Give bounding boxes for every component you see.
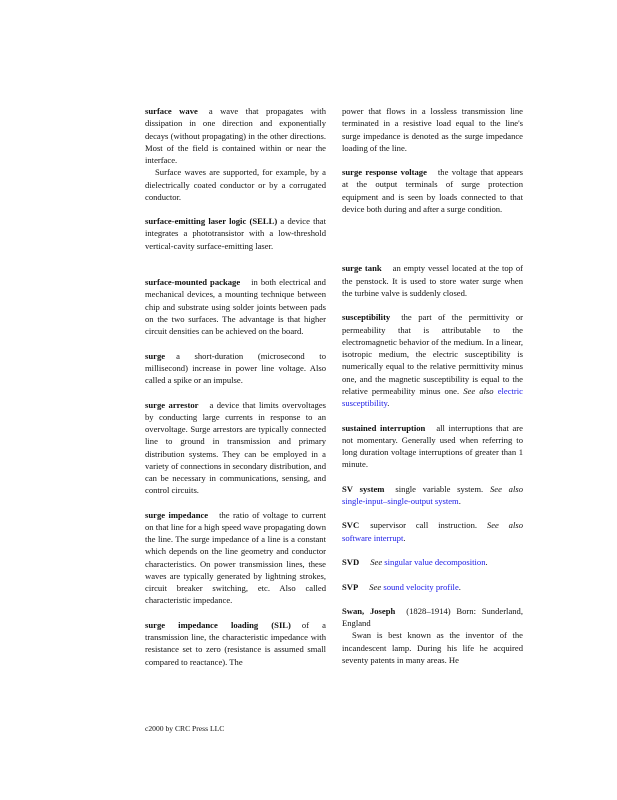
entry-definition: of a transmission line, the characteristic impedance with resistance set to zero (resistance is assumed small compared to reactance). The (145, 619, 326, 667)
entry-body (342, 605, 523, 630)
entry-term: SVD (342, 557, 360, 568)
xref-link-software-interrupt[interactable]: software interrupt (342, 532, 404, 543)
xref-link-electric-susceptibility[interactable]: electric susceptibility (342, 385, 523, 409)
entry-body (145, 509, 326, 607)
entry-body (145, 276, 326, 337)
entry-surge-response-voltage (342, 166, 523, 215)
entry-definition: all interruptions that are not momentary. Generally used when referring to long duration voltage interruptions of greater than 1 minute. (342, 422, 523, 470)
entry-surge (145, 350, 326, 387)
entry-definition: single variable system. (395, 483, 484, 494)
entry-term: SVP (342, 581, 359, 592)
see-also-label: See also (489, 483, 523, 494)
entry-svd (342, 556, 523, 568)
entry-body (342, 422, 523, 471)
entry-term: surge (145, 350, 166, 361)
entry-body (145, 215, 326, 252)
entry-definition: a short-duration (microsecond to millisecond) increase in power line voltage. Also called a spike or an impulse. (145, 350, 326, 386)
entry-sil (145, 619, 326, 668)
xref-link-sound-velocity-profile[interactable]: sound velocity profile (383, 581, 459, 592)
entry-definition: an empty vessel located at the top of the penstock. It is used to store water surge when the turbine valve is suddenly closed. (342, 263, 523, 298)
left-column (145, 105, 326, 680)
entry-body (145, 105, 326, 166)
xref-link-singular-value-decomposition[interactable]: singular value decomposition (384, 557, 486, 568)
entry-surge-tank (342, 262, 523, 299)
entry-svp (342, 581, 523, 593)
entry-susceptibility (342, 311, 523, 409)
entry-term: surface-emitting laser logic (SELL) (145, 216, 278, 227)
entry-paragraph: Surface waves are supported, for example, by a dielectrically coated conductor or by a corrugated conductor. (145, 167, 326, 202)
entry-definition: supervisor call instruction. (370, 520, 478, 531)
entry-period: . (458, 581, 461, 592)
see-label: See (370, 557, 383, 568)
see-label: See (369, 581, 382, 592)
entry-body (145, 619, 326, 668)
entry-term: surface-mounted package (145, 277, 241, 288)
entry-period: . (387, 398, 390, 409)
entry-definition: the part of the permittivity or permeability that is attributable to the electromagnetic behavior of the medium. In a linear, isotropic medium, the electric susceptibility is numerically equal to the relative permittivity minus one, and the magnetic susceptibility is equal to the relative permeability minus one. (342, 312, 523, 396)
entry-definition: (1828–1914) Born: Sunderland, England (342, 605, 524, 629)
see-also-label: See also (486, 520, 523, 531)
entry-definition: a device that integrates a phototransistor with a low-threshold vertical-cavity surface-emitting laser. (145, 216, 326, 251)
entry-term: SVC (342, 520, 360, 531)
entry-definition: power that flows in a lossless transmission line terminated in a resistive load equal to the line's surge impedance is denoted as the surge impedance loading of the line. (342, 106, 523, 153)
entry-svc (342, 519, 523, 544)
entry-term: surge impedance (145, 509, 209, 520)
entry-term: SV system (342, 483, 385, 494)
entry-body (342, 581, 523, 593)
entry-definition: a wave that propagates with dissipation in one direction and exponentially decays (without propagating) in the other directions. Most of the field is contained within or near the interface. (145, 106, 326, 165)
entry-term: surge response voltage (342, 167, 427, 178)
entry-term: surge arrestor (145, 399, 199, 410)
entry-term: susceptibility (342, 312, 391, 323)
entry-surge-impedance (145, 509, 326, 607)
entry-period: . (485, 557, 488, 568)
entry-sil-continued (342, 105, 523, 154)
entry-body (145, 399, 326, 497)
copyright-footer: c2000 by CRC Press LLC (145, 724, 225, 733)
entry-definition: the voltage that appears at the output terminals of surge protection equipment and is seen by loads connected to that device both during and after a surge condition. (342, 167, 523, 214)
entry-body (342, 166, 523, 215)
entry-body (342, 519, 523, 544)
entry-body (342, 311, 523, 409)
entry-body (342, 262, 523, 299)
entry-term: surge impedance loading (SIL) (145, 619, 291, 630)
entry-surface-mounted-package (145, 276, 326, 337)
entry-term: surface wave (145, 106, 198, 116)
entry-term: surge tank (342, 263, 382, 274)
entry-period: . (403, 532, 406, 543)
entry-surge-arrestor (145, 399, 326, 497)
entry-sell (145, 215, 326, 252)
entry-definition: in both electrical and mechanical devices, a mounting technique between chip and substrate using solder joints between pads on the two surfaces. The advantage is that higher circuit densities can be achieved on the board. (145, 277, 326, 337)
entry-term: Swan, Joseph (342, 605, 396, 616)
entry-paragraph: Swan is best known as the inventor of the incandescent lamp. During his life he acquired seventy patents in many areas. He (342, 630, 523, 665)
entry-term: sustained interruption (342, 422, 426, 433)
entry-body (342, 556, 523, 568)
see-also-label: See also (463, 385, 494, 396)
entry-swan-joseph (342, 605, 523, 666)
entry-definition: the ratio of voltage to current on that line for a high speed wave propagating down the line. The surge impedance of a line is a constant which depends on the line geometry and conductor characteristics. On power transmission lines, these waves are typically generated by lightning strokes, circuit breaker switching, etc. Also called characteristic impedance. (145, 509, 326, 606)
entry-sustained-interruption (342, 422, 523, 471)
entry-period: . (458, 495, 461, 506)
entry-sv-system (342, 483, 523, 508)
xref-link-siso-system[interactable]: single-input–single-output system (342, 495, 459, 506)
entry-surface-wave (145, 105, 326, 203)
entry-body (342, 483, 523, 508)
entry-body (145, 350, 326, 387)
entry-definition: a device that limits overvoltages by conducting large currents in response to an overvoltage. Surge arrestors are typically connected line to ground in transmission and primary distribution systems. They can be employed in a variety of connections in secondary distribution, and can be necessary in communications, sensing, and control circuits. (145, 399, 326, 496)
right-column (342, 105, 523, 678)
